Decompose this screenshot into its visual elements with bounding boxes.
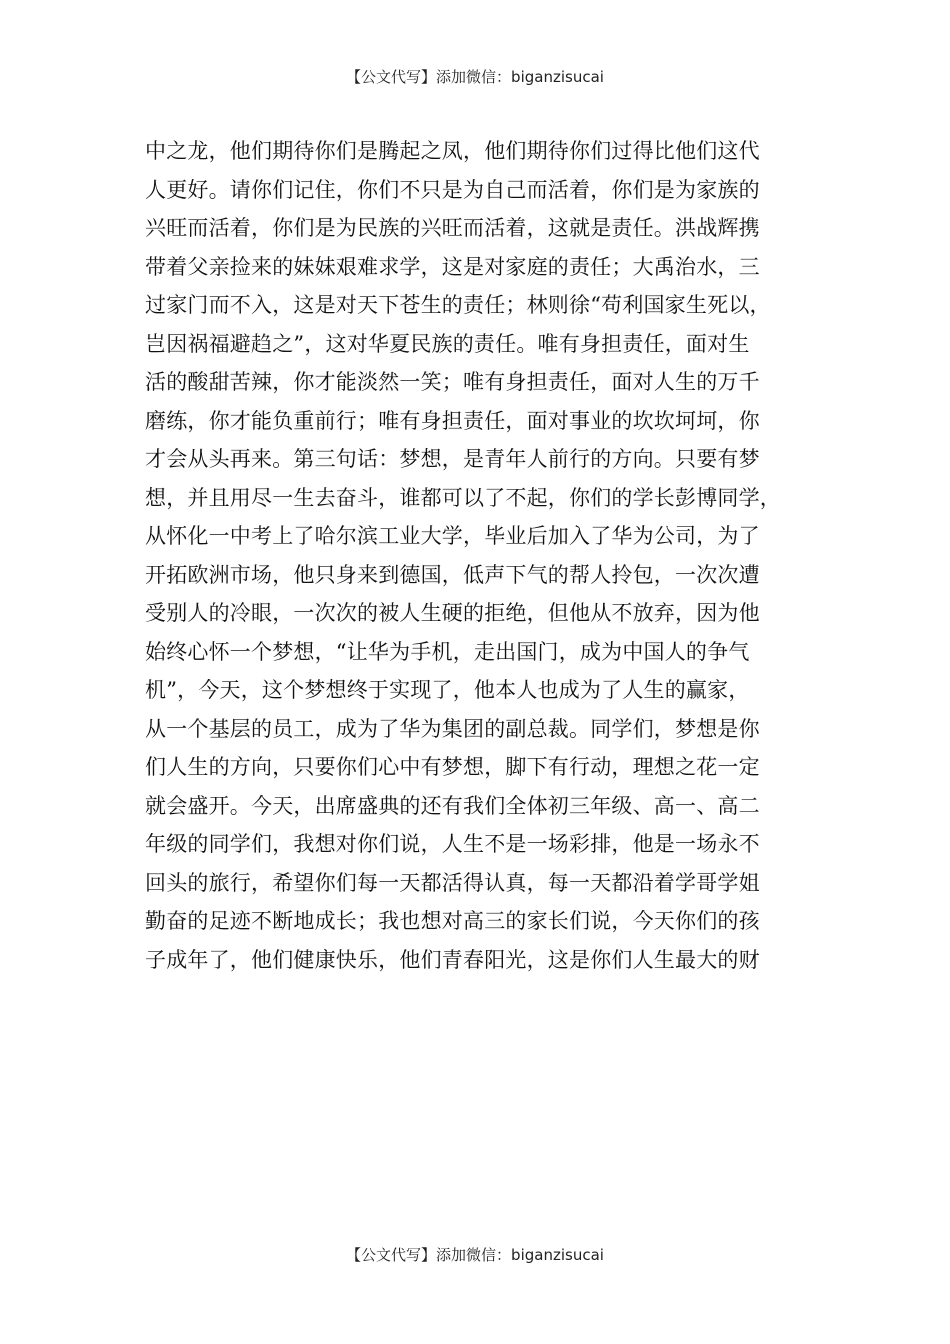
body-line: 始终心怀一个梦想，“让华为手机，走出国门，成为中国人的争气 <box>145 639 750 664</box>
body-line: 岂因祸福避趋之”，这对华夏民族的责任。唯有身担责任，面对生 <box>145 331 750 356</box>
body-line: 过家门而不入，这是对天下苍生的责任；林则徐“苟利国家生死以， <box>145 293 771 317</box>
page-footer: 【公文代写】添加微信：biganzisucai <box>346 1246 604 1264</box>
body-line: 勤奋的足迹不断地成长；我也想对高三的家长们说，今天你们的孩 <box>145 909 760 933</box>
body-line: 想，并且用尽一生去奋斗，谁都可以了不起，你们的学长彭博同学， <box>145 485 781 510</box>
body-line: 才会从头再来。第三句话：梦想，是青年人前行的方向。只要有梦 <box>145 447 760 471</box>
body-line: 机”，今天，这个梦想终于实现了，他本人也成为了人生的赢家， <box>145 678 750 702</box>
body-line: 磨练，你才能负重前行；唯有身担责任，面对事业的坎坎坷坷，你 <box>145 408 760 433</box>
body-line: 中之龙，他们期待你们是腾起之凤，他们期待你们过得比他们这代 <box>145 139 760 163</box>
document-body <box>145 132 815 979</box>
body-line: 活的酸甜苦辣，你才能淡然一笑；唯有身担责任，面对人生的万千 <box>145 370 760 394</box>
body-line: 子成年了，他们健康快乐，他们青春阳光，这是你们人生最大的财 <box>145 947 760 972</box>
body-line: 从怀化一中考上了哈尔滨工业大学，毕业后加入了华为公司，为了 <box>145 524 760 548</box>
body-line: 从一个基层的员工，成为了华为集团的副总裁。同学们，梦想是你 <box>145 716 760 741</box>
body-line: 兴旺而活着，你们是为民族的兴旺而活着，这就是责任。洪战辉携 <box>145 216 760 240</box>
body-line: 就会盛开。今天，出席盛典的还有我们全体初三年级、高一、高二 <box>145 793 760 818</box>
body-line: 们人生的方向，只要你们心中有梦想，脚下有行动，理想之花一定 <box>145 755 760 779</box>
page-header: 【公文代写】添加微信：biganzisucai <box>346 68 604 86</box>
body-line: 开拓欧洲市场，他只身来到德国，低声下气的帮人拎包，一次次遭 <box>145 562 760 587</box>
body-line: 带着父亲捡来的妹妹艰难求学，这是对家庭的责任；大禹治水，三 <box>145 254 760 279</box>
body-line: 受别人的冷眼，一次次的被人生硬的拒绝，但他从不放弃，因为他 <box>145 601 760 625</box>
body-line: 人更好。请你们记住，你们不只是为自己而活着，你们是为家族的 <box>145 177 760 202</box>
body-line: 年级的同学们，我想对你们说，人生不是一场彩排，他是一场永不 <box>145 832 760 856</box>
body-line: 回头的旅行，希望你们每一天都活得认真，每一天都沿着学哥学姐 <box>145 870 760 895</box>
